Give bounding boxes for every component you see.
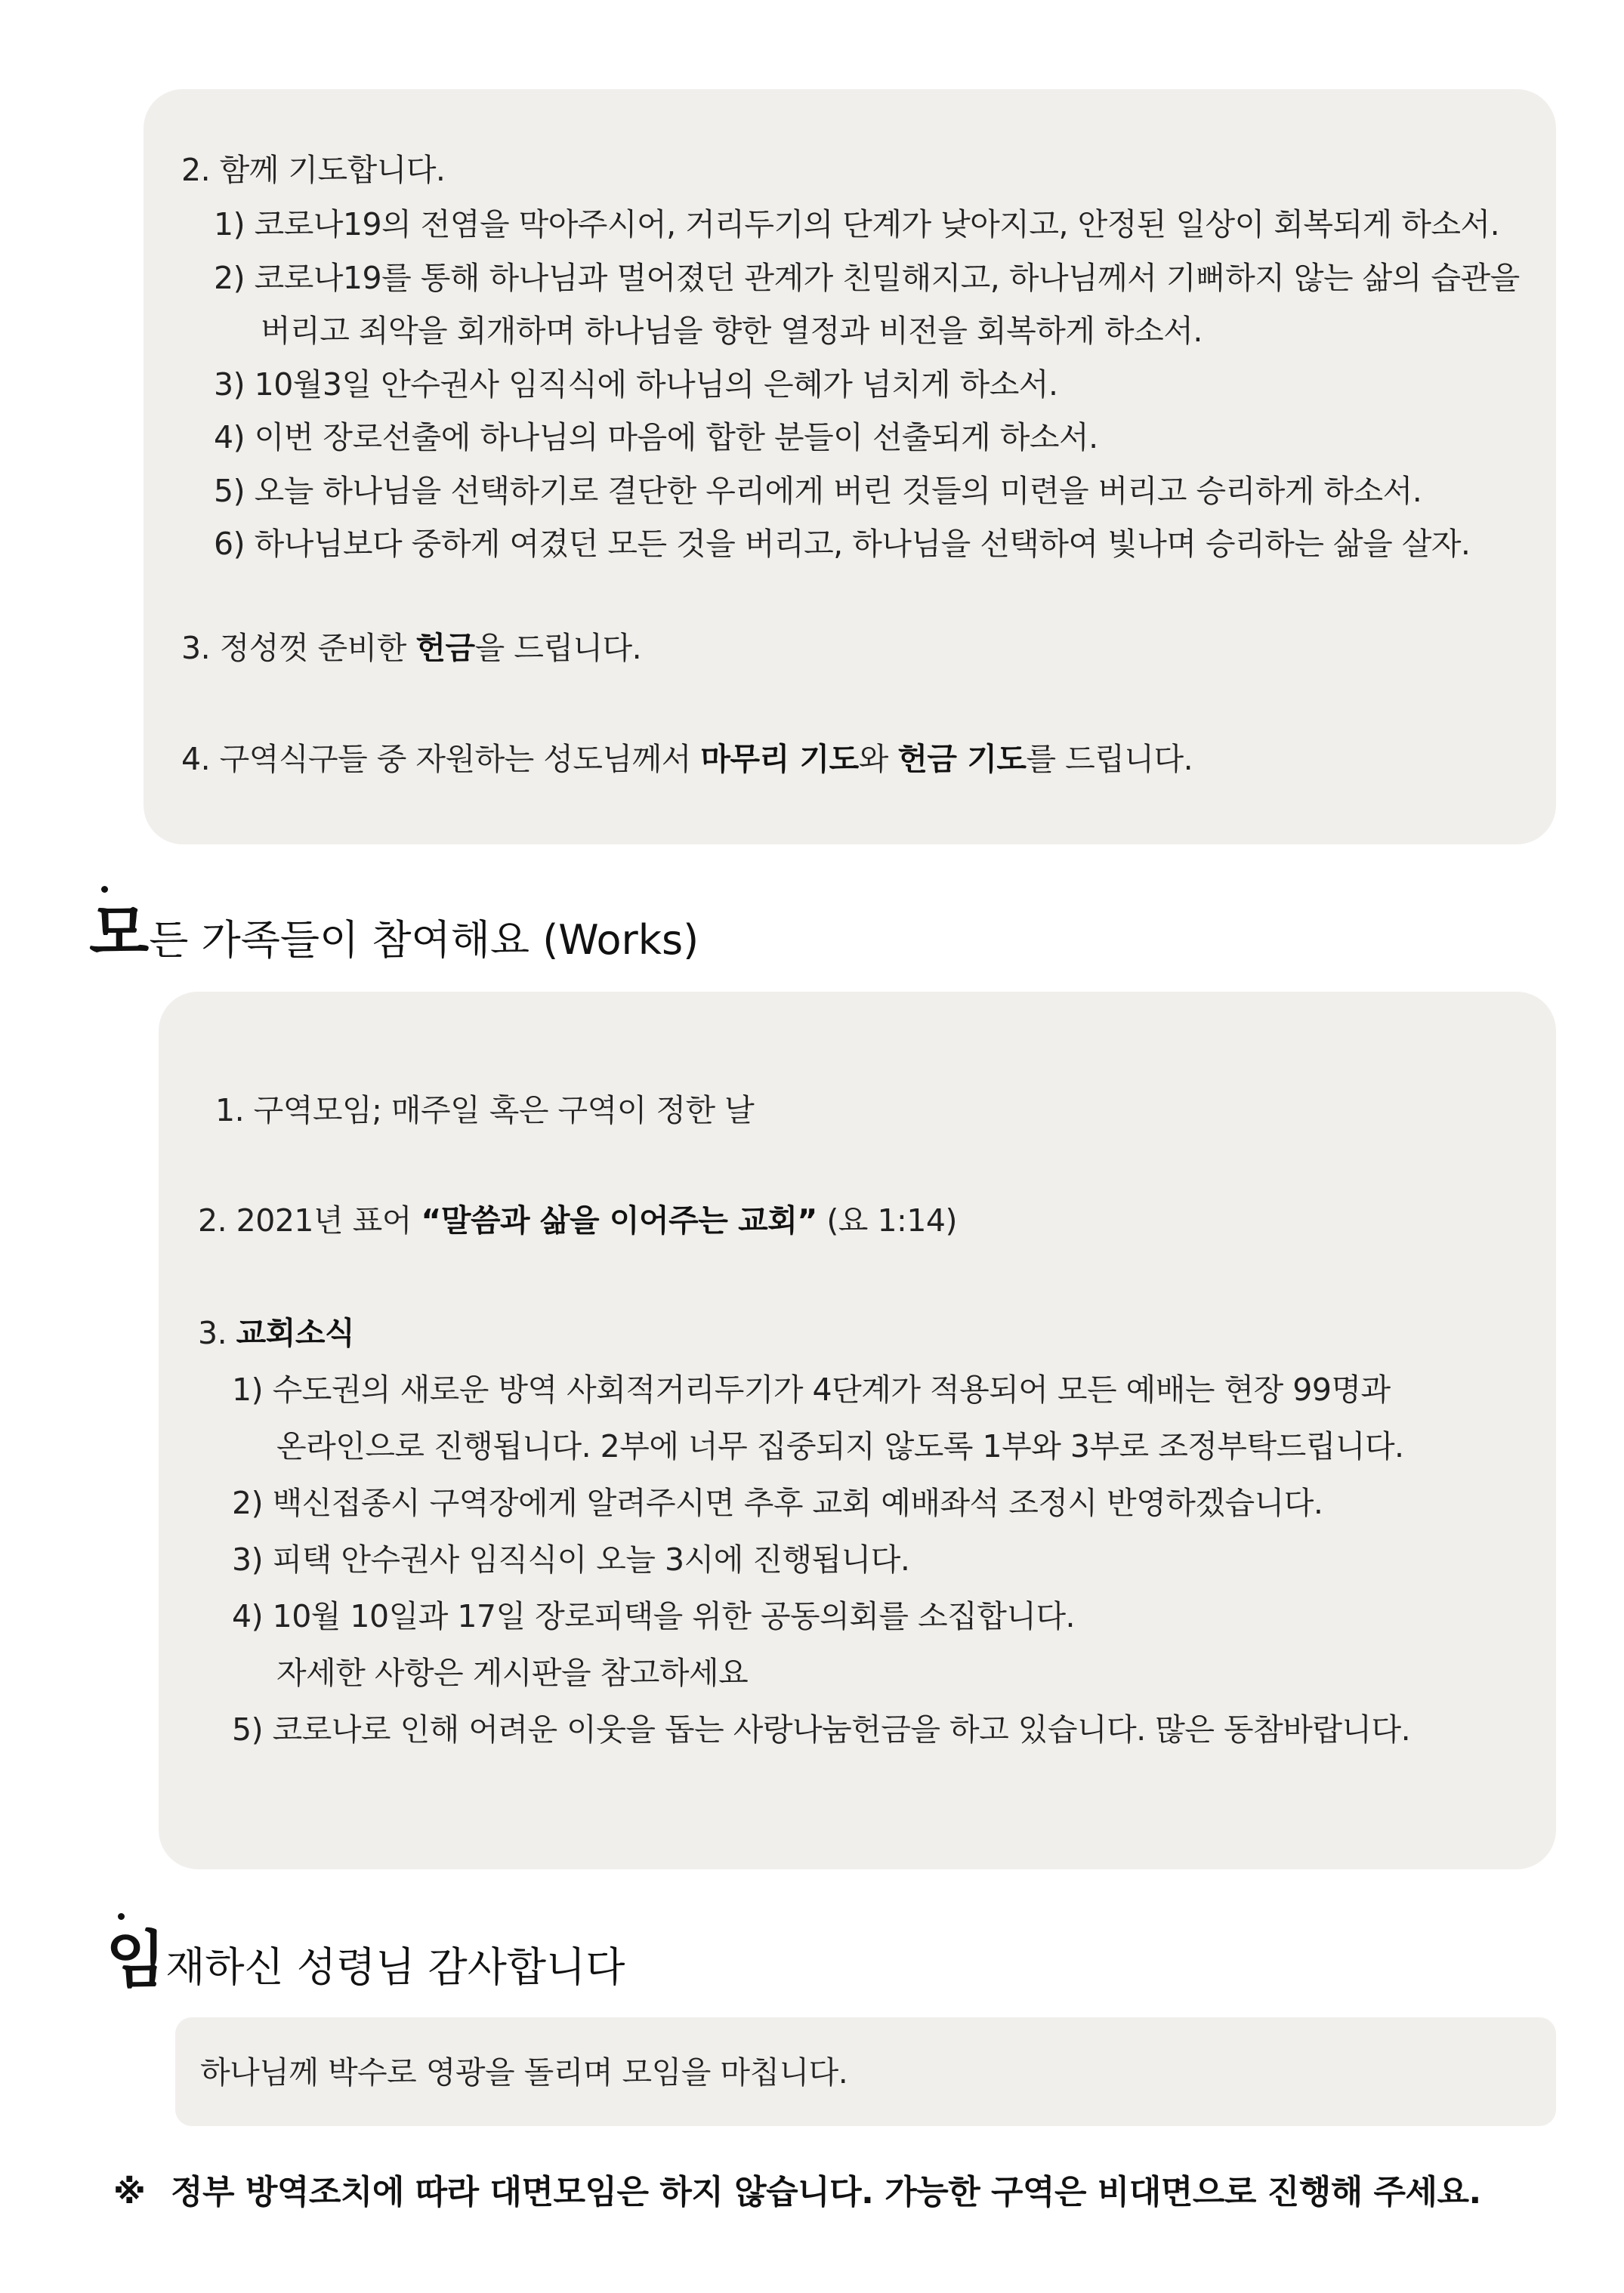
closing-prayer-line: 4. 구역식구들 중 자원하는 성도님께서 마무리 기도와 헌금 기도를 드립니다. xyxy=(181,741,1193,777)
news-item-4-cont: 자세한 사항은 게시판을 참고하세요 xyxy=(276,1655,749,1691)
spirit-heading: 임재하신 성령님 감사합니다 xyxy=(106,1930,625,1992)
news-item-1-cont: 온라인으로 진행됩니다. 2부에 너무 집중되지 않도록 1부와 3부로 조정부탁드립니다. xyxy=(276,1428,1404,1464)
church-news-title: 3. 교회소식 xyxy=(198,1315,355,1351)
year-motto-line: 2. 2021년 표어 “말씀과 삶을 이어주는 교회” (요 1:14) xyxy=(198,1202,958,1239)
news-item-2: 2) 백신접종시 구역장에게 알려주시면 추후 교회 예배좌석 조정시 반영하겠습니다. xyxy=(232,1485,1323,1521)
government-notice xyxy=(113,2165,1481,2213)
prayer-item-4: 4) 이번 장로선출에 하나님의 마음에 합한 분들이 선출되게 하소서. xyxy=(214,419,1098,455)
reference-mark: ※ xyxy=(113,2173,146,2211)
prayer-heading: 2. 함께 기도합니다. xyxy=(181,152,446,188)
works-heading: 모든 가족들이 참여해요 (Works) xyxy=(89,903,699,964)
offering-line: 3. 정성껏 준비한 헌금을 드립니다. xyxy=(181,630,642,666)
prayer-box xyxy=(144,89,1556,844)
closing-line: 하나님께 박수로 영광을 돌리며 모임을 마칩니다. xyxy=(200,2054,848,2091)
prayer-item-2: 2) 코로나19를 통해 하나님과 멀어졌던 관계가 친밀해지고, 하나님께서 기뻐하지 않는 삶의 습관을 xyxy=(214,260,1520,296)
heading-dot xyxy=(101,886,108,893)
news-item-1: 1) 수도권의 새로운 방역 사회적거리두기가 4단계가 적용되어 모든 예배는 현장 99명과 xyxy=(232,1372,1391,1408)
prayer-item-5: 5) 오늘 하나님을 선택하기로 결단한 우리에게 버린 것들의 미련을 버리고 승리하게 하소서. xyxy=(214,473,1422,509)
district-meeting-line: 1. 구역모임; 매주일 혹은 구역이 정한 날 xyxy=(215,1092,755,1128)
notice-text: 정부 방역조치에 따라 대면모임은 하지 않습니다. 가능한 구역은 비대면으로 진행해 주세요. xyxy=(171,2173,1481,2211)
news-item-5: 5) 코로나로 인해 어려운 이웃을 돕는 사랑나눔헌금을 하고 있습니다. 많은 동참바랍니다. xyxy=(232,1711,1411,1748)
prayer-item-6: 6) 하나님보다 중하게 여겼던 모든 것을 버리고, 하나님을 선택하여 빛나며 승리하는 삶을 살자. xyxy=(214,526,1471,562)
prayer-item-1: 1) 코로나19의 전염을 막아주시어, 거리두기의 단계가 낮아지고, 안정된 일상이 회복되게 하소서. xyxy=(214,206,1500,242)
news-item-4: 4) 10월 10일과 17일 장로피택을 위한 공동의회를 소집합니다. xyxy=(232,1598,1076,1634)
news-item-3: 3) 피택 안수권사 임직식이 오늘 3시에 진행됩니다. xyxy=(232,1542,910,1578)
heading-dot xyxy=(118,1913,125,1920)
prayer-item-2-cont: 버리고 죄악을 회개하며 하나님을 향한 열정과 비전을 회복하게 하소서. xyxy=(261,313,1203,349)
prayer-item-3: 3) 10월3일 안수권사 임직식에 하나님의 은혜가 넘치게 하소서. xyxy=(214,366,1058,403)
